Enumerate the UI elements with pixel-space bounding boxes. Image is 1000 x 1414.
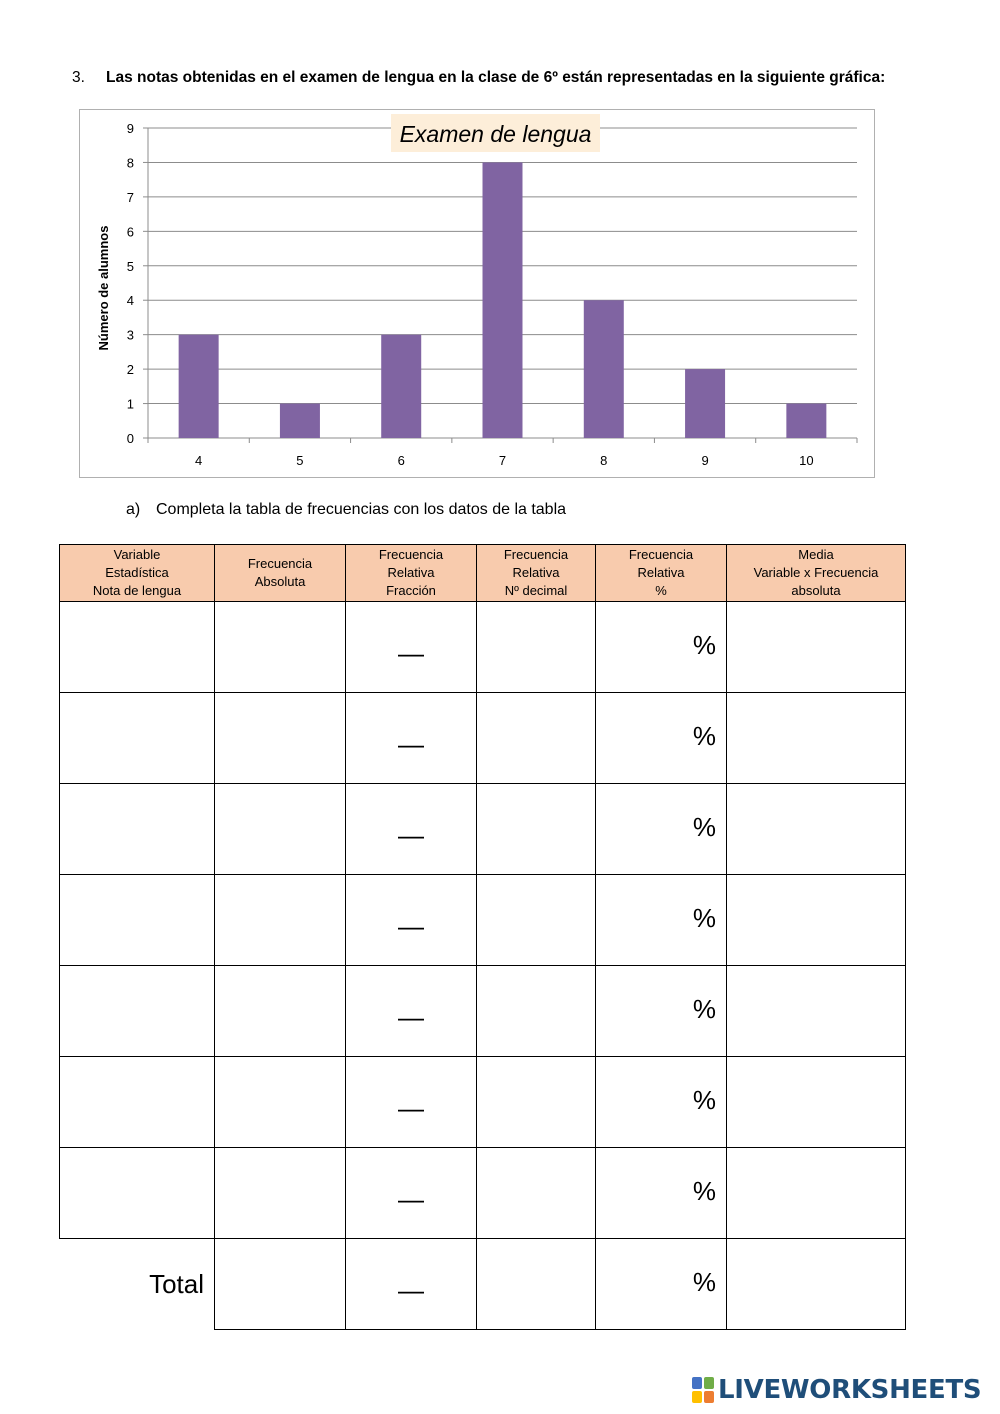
absolute-frequency-cell[interactable] [215,693,346,784]
fraction-cell[interactable] [346,966,477,1057]
absolute-frequency-cell[interactable] [215,602,346,693]
fraction-cell[interactable] [346,784,477,875]
absolute-frequency-cell[interactable] [215,875,346,966]
table-header-5 [727,545,906,602]
logo-mark-icon [692,1376,716,1404]
x-tick-label: 8 [600,453,608,468]
y-tick-label: 9 [126,121,134,136]
table-header-line: Frecuencia [247,556,313,571]
decimal-cell[interactable] [477,784,596,875]
percent-sign: % [692,811,716,842]
table-header-line: Relativa [387,565,435,580]
product-cell[interactable] [727,784,906,875]
liveworksheets-logo [692,1374,981,1406]
fraction-cell[interactable] [346,1057,477,1148]
percent-sign: % [692,902,716,933]
table-header-line: Estadística [105,565,169,580]
product-cell[interactable] [727,1057,906,1148]
table-header-line: Relativa [637,565,685,580]
table-header-line: Frecuencia [628,547,694,562]
product-cell[interactable] [727,966,906,1057]
x-tick-label: 5 [296,453,304,468]
subquestion-text: Completa la tabla de frecuencias con los datos de la tabla [156,501,567,518]
bar-4 [179,335,219,438]
table-header-line: % [655,583,667,598]
subquestion-letter: a) [126,501,141,518]
chart-svg [80,110,876,479]
percent-sign: % [692,1266,716,1297]
variable-cell[interactable] [60,784,215,875]
question-text: Las notas obtenidas en el examen de lengua en la clase de 6º están representadas en la siguiente gráfica: [106,69,886,86]
table-header-line: Absoluta [254,574,306,589]
variable-cell[interactable] [60,1148,215,1239]
table-header-line: Nota de lengua [92,583,182,598]
y-tick-label: 2 [126,362,134,378]
variable-cell[interactable] [60,966,215,1057]
variable-cell[interactable] [60,693,215,784]
x-tick-label: 6 [397,453,405,468]
percent-sign: % [692,1175,716,1206]
question-number: 3. [72,69,85,86]
y-tick-label: 1 [126,396,134,412]
fraction-bar: — [398,910,424,941]
table-header-line: Fracción [386,583,436,598]
total-label-text: Total [149,1268,204,1299]
table-total-row [60,1239,906,1330]
fraction-cell[interactable] [346,693,477,784]
percent-cell[interactable] [596,784,727,875]
decimal-cell[interactable] [477,602,596,693]
fraction-bar: — [398,1274,424,1305]
variable-cell[interactable] [60,1057,215,1148]
logo-text: LIVEWORKSHEETS [718,1375,982,1405]
fraction-bar: — [398,1092,424,1123]
total-label [60,1239,215,1330]
product-cell[interactable] [727,1239,906,1330]
percent-cell[interactable] [596,602,727,693]
table-row [60,1148,906,1239]
absolute-frequency-cell[interactable] [215,966,346,1057]
bar-9 [685,369,725,438]
product-cell[interactable] [727,693,906,784]
y-tick-label: 8 [126,155,134,171]
absolute-frequency-cell[interactable] [215,784,346,875]
decimal-cell[interactable] [477,1057,596,1148]
fraction-cell[interactable] [346,602,477,693]
table-header-line: Relativa [512,565,560,580]
y-tick-label: 7 [126,189,134,205]
decimal-cell[interactable] [477,693,596,784]
table-row [60,602,906,693]
y-tick-label: 6 [126,224,134,240]
fraction-bar: — [398,819,424,850]
x-tick-label: 7 [498,453,507,468]
bar-10 [786,404,826,438]
table-header-line: absoluta [791,583,841,598]
y-tick-label: 4 [126,293,134,309]
table-row [60,784,906,875]
frequency-table [59,544,906,1330]
fraction-bar: — [398,728,424,759]
table-row [60,875,906,966]
bar-8 [584,300,624,438]
percent-sign: % [692,1084,716,1115]
fraction-cell[interactable] [346,1239,477,1330]
table-header-line: Nº decimal [504,583,568,598]
percent-sign: % [692,993,716,1024]
variable-cell[interactable] [60,875,215,966]
decimal-cell[interactable] [477,1239,596,1330]
bar-6 [381,335,421,438]
x-tick-label: 10 [799,453,814,468]
absolute-frequency-cell[interactable] [215,1057,346,1148]
product-cell[interactable] [727,602,906,693]
percent-sign: % [692,629,716,660]
table-header-line: Variable x Frecuencia [753,565,879,580]
percent-sign: % [692,720,716,751]
bar-7 [483,162,523,438]
percent-cell[interactable] [596,1148,727,1239]
product-cell[interactable] [727,875,906,966]
table-header-1 [215,545,346,602]
absolute-frequency-cell[interactable] [215,1239,346,1330]
fraction-bar: — [398,1183,424,1214]
y-tick-label: 5 [126,258,134,274]
percent-cell[interactable] [596,1239,727,1330]
table-header-3 [477,545,596,602]
table-row [60,1057,906,1148]
table-header-row [60,545,906,602]
decimal-cell[interactable] [477,1148,596,1239]
variable-cell[interactable] [60,602,215,693]
chart-title: Examen de lengua [399,121,592,147]
product-cell[interactable] [727,1148,906,1239]
fraction-cell[interactable] [346,875,477,966]
fraction-bar: — [398,1001,424,1032]
table-header-line: Variable [113,547,161,562]
decimal-cell[interactable] [477,966,596,1057]
x-tick-label: 9 [701,453,709,468]
percent-cell[interactable] [596,966,727,1057]
x-tick-label: 4 [195,453,203,468]
y-axis-label: Número de alumnos [96,225,111,351]
table-header-line: Frecuencia [378,547,444,562]
table-header-2 [346,545,477,602]
bar-chart [79,109,875,478]
decimal-cell[interactable] [477,875,596,966]
percent-cell[interactable] [596,1057,727,1148]
table-header-line: Frecuencia [503,547,569,562]
subquestion [126,501,566,519]
fraction-bar: — [398,637,424,668]
table-header-0 [60,545,215,602]
question [72,69,972,87]
percent-cell[interactable] [596,875,727,966]
table-row [60,966,906,1057]
table-header-4 [596,545,727,602]
y-tick-label: 3 [126,327,134,343]
table-header-line: Media [798,547,834,562]
fraction-cell[interactable] [346,1148,477,1239]
table-row [60,693,906,784]
bar-5 [280,404,320,438]
y-tick-label: 0 [126,431,134,446]
absolute-frequency-cell[interactable] [215,1148,346,1239]
percent-cell[interactable] [596,693,727,784]
